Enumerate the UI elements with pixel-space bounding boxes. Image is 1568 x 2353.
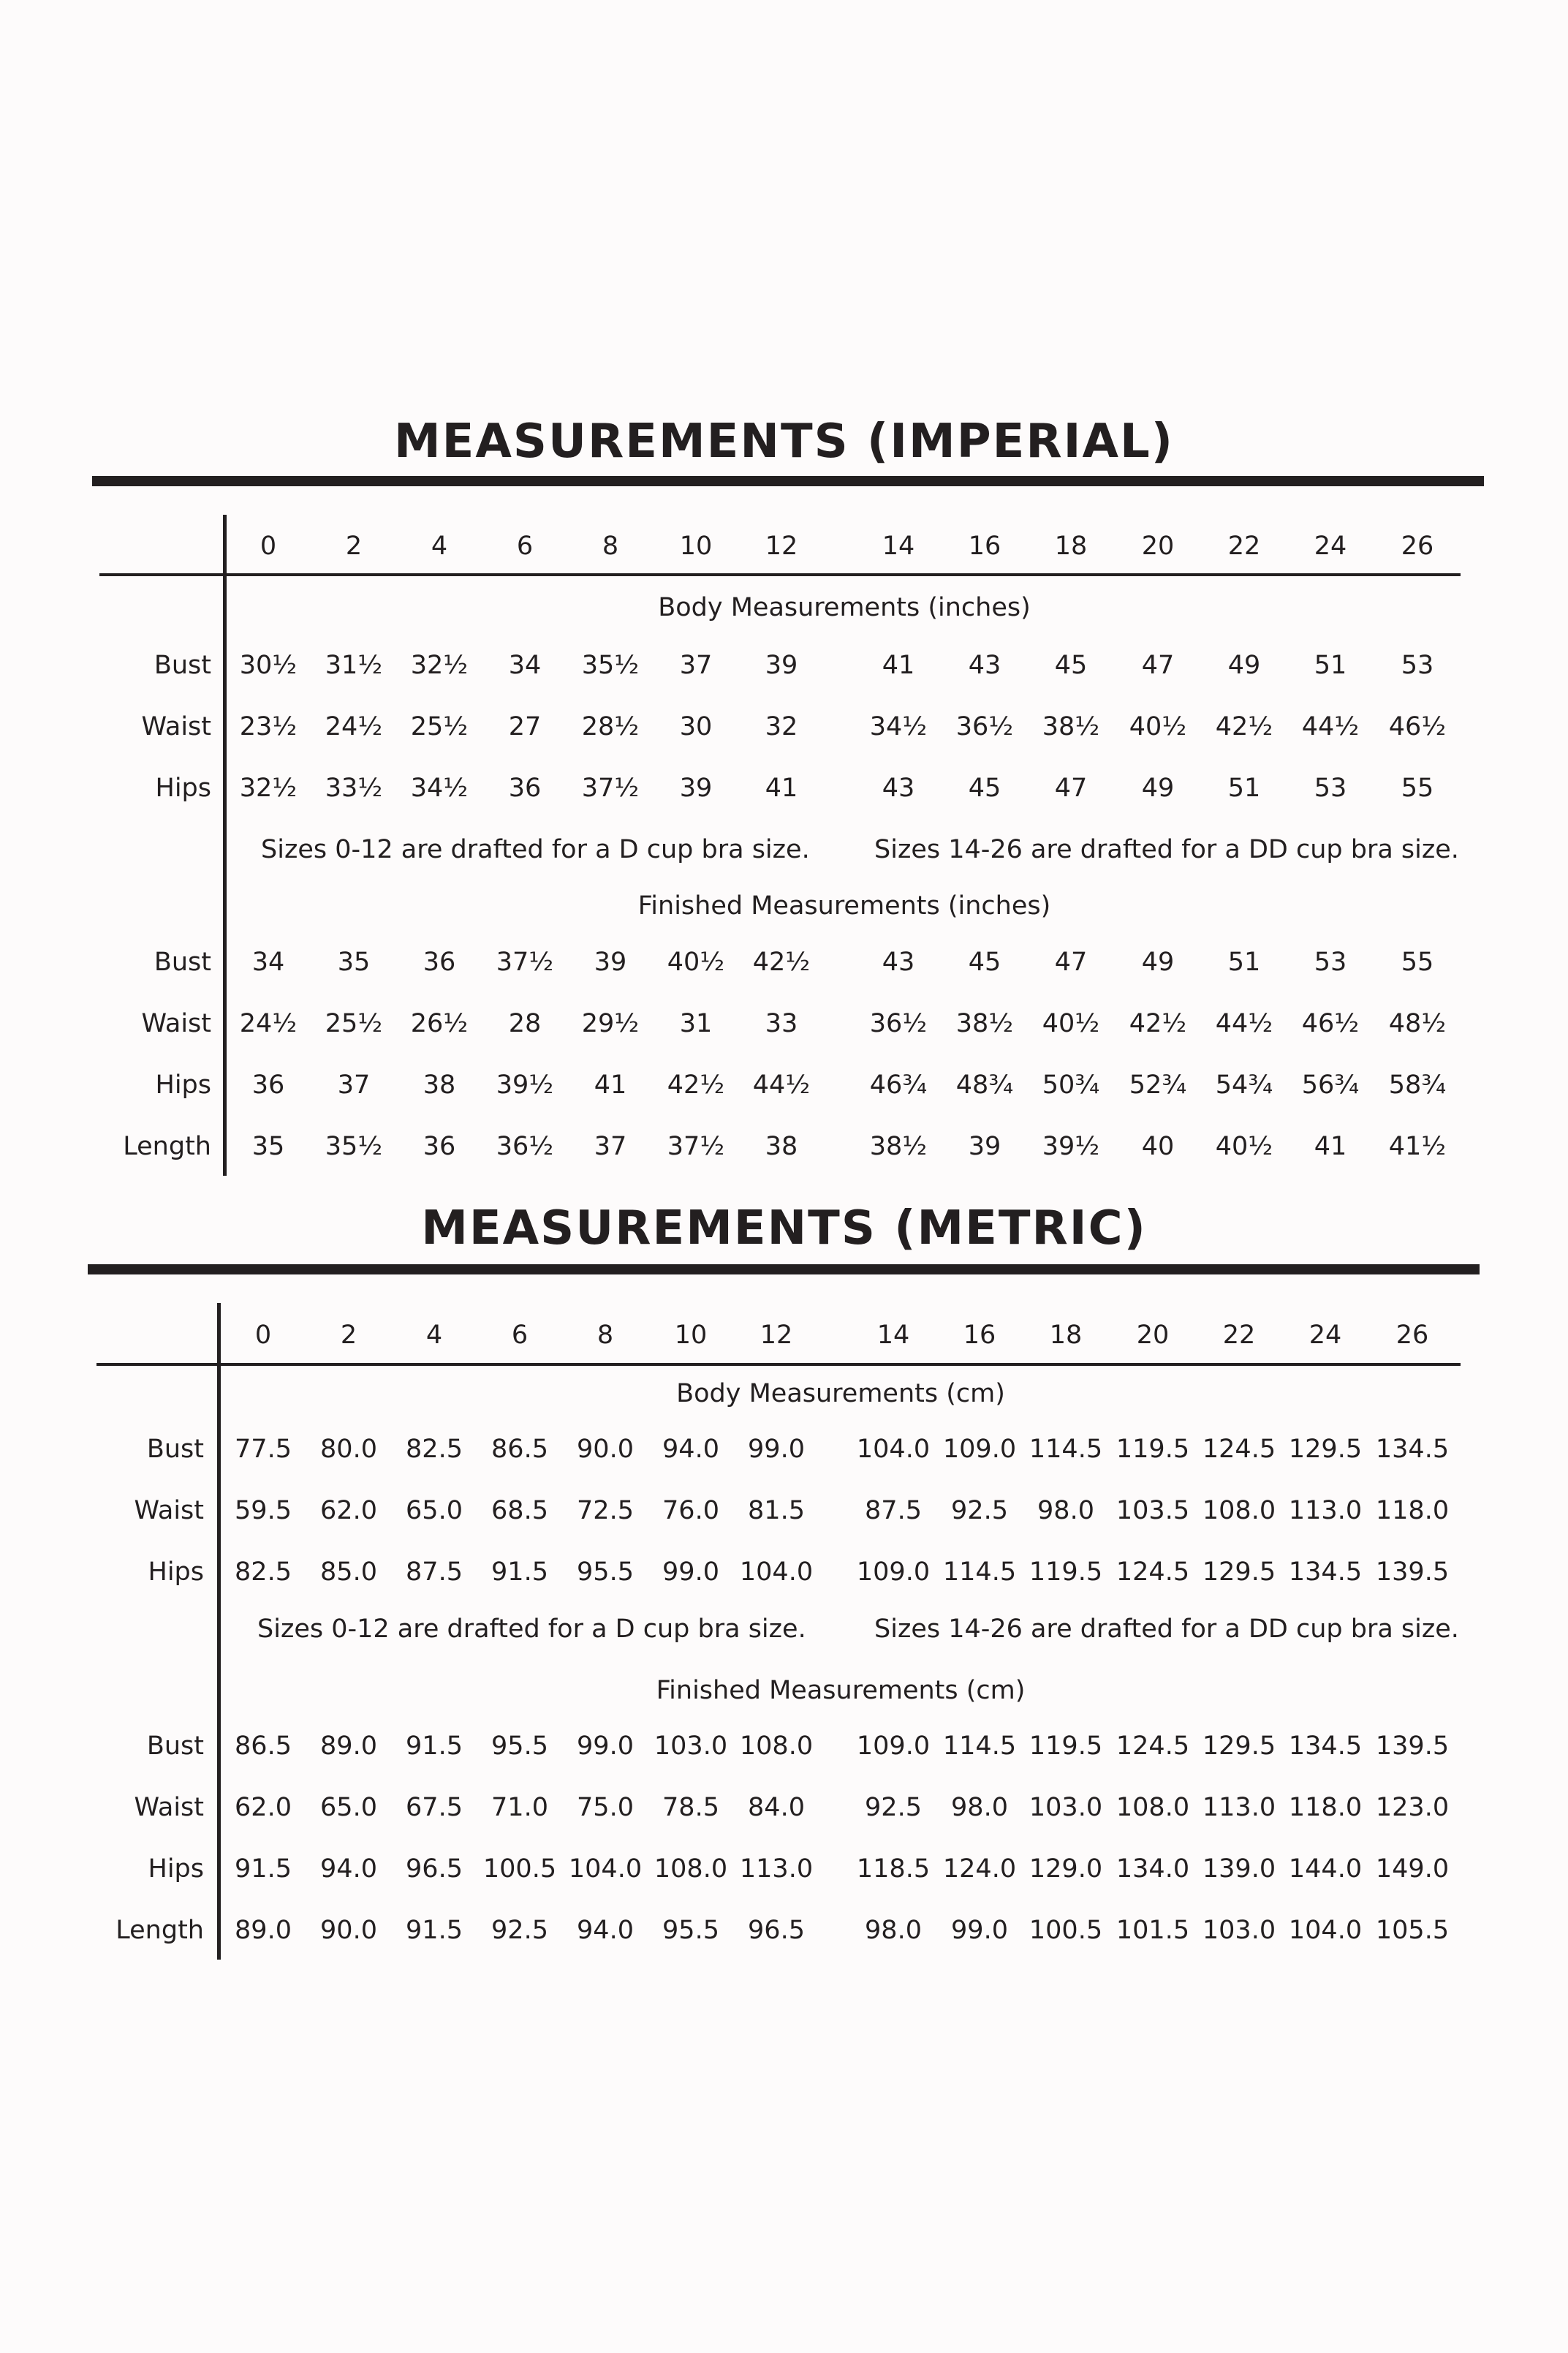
table-cell: 32½	[410, 651, 469, 680]
table-cell: 124.0	[942, 1854, 1017, 1884]
table-cell: 40	[1141, 1132, 1175, 1161]
size-header: 0	[254, 1321, 272, 1350]
table-cell: 119.5	[1029, 1557, 1103, 1587]
table-cell: 51	[1314, 651, 1347, 680]
table-cell: 53	[1401, 651, 1434, 680]
table-cell: 39½	[1042, 1132, 1100, 1161]
table-cell: 98.0	[1037, 1496, 1094, 1525]
table-cell: 30	[679, 712, 713, 741]
table-cell: 47	[1054, 774, 1088, 803]
table-cell: 44½	[1215, 1009, 1273, 1038]
table-cell: 105.5	[1375, 1916, 1450, 1945]
table-cell: 38½	[869, 1132, 928, 1161]
imperial-note-right: Sizes 14-26 are drafted for a DD cup bra size.	[874, 835, 1459, 864]
table-cell: 49	[1141, 948, 1175, 977]
table-cell: 39	[765, 651, 798, 680]
table-cell: 36	[508, 774, 542, 803]
table-cell: 119.5	[1116, 1435, 1190, 1464]
table-cell: 35	[251, 1132, 285, 1161]
table-cell: 84.0	[748, 1793, 805, 1822]
size-header: 22	[1227, 532, 1261, 561]
row-label: Length	[123, 1132, 211, 1161]
table-cell: 34	[508, 651, 542, 680]
table-cell: 37	[679, 651, 713, 680]
table-cell: 104.0	[568, 1854, 643, 1884]
metric-note-left: Sizes 0-12 are drafted for a D cup bra size.	[257, 1614, 806, 1644]
size-header: 2	[340, 1321, 357, 1350]
table-cell: 38½	[1042, 712, 1100, 741]
table-cell: 98.0	[865, 1916, 922, 1945]
table-cell: 42½	[752, 948, 811, 977]
table-cell: 91.5	[235, 1854, 292, 1884]
row-label: Hips	[148, 1557, 204, 1587]
table-cell: 75.0	[577, 1793, 634, 1822]
table-cell: 43	[882, 948, 915, 977]
size-header: 18	[1054, 532, 1088, 561]
table-cell: 33½	[325, 774, 383, 803]
table-cell: 89.0	[235, 1916, 292, 1945]
table-cell: 46½	[1301, 1009, 1360, 1038]
row-label: Waist	[141, 1009, 211, 1038]
table-cell: 48¾	[955, 1070, 1014, 1100]
table-cell: 41	[765, 774, 798, 803]
table-cell: 103.5	[1116, 1496, 1190, 1525]
size-header: 0	[260, 532, 277, 561]
table-cell: 104.0	[739, 1557, 814, 1587]
table-cell: 91.5	[406, 1731, 463, 1761]
table-cell: 86.5	[491, 1435, 548, 1464]
table-cell: 29½	[581, 1009, 640, 1038]
row-label: Bust	[154, 651, 211, 680]
table-cell: 44½	[1301, 712, 1360, 741]
table-cell: 36½	[869, 1009, 928, 1038]
table-cell: 34	[251, 948, 285, 977]
table-cell: 45	[1054, 651, 1088, 680]
table-cell: 40½	[1042, 1009, 1100, 1038]
table-cell: 139.0	[1202, 1854, 1276, 1884]
table-cell: 99.0	[577, 1731, 634, 1761]
metric-title: MEASUREMENTS (METRIC)	[421, 1201, 1147, 1255]
table-cell: 100.5	[1029, 1916, 1103, 1945]
table-cell: 43	[882, 774, 915, 803]
table-cell: 23½	[239, 712, 298, 741]
table-cell: 89.0	[320, 1731, 377, 1761]
table-cell: 34½	[410, 774, 469, 803]
table-cell: 51	[1227, 774, 1261, 803]
table-cell: 82.5	[406, 1435, 463, 1464]
table-cell: 95.5	[662, 1916, 719, 1945]
table-cell: 104.0	[1288, 1916, 1363, 1945]
table-cell: 37	[337, 1070, 371, 1100]
table-cell: 118.0	[1288, 1793, 1363, 1822]
table-cell: 32½	[239, 774, 298, 803]
table-cell: 45	[968, 948, 1001, 977]
table-cell: 36½	[496, 1132, 554, 1161]
table-cell: 37	[594, 1132, 627, 1161]
table-cell: 134.0	[1116, 1854, 1190, 1884]
table-cell: 48½	[1388, 1009, 1447, 1038]
table-cell: 91.5	[491, 1557, 548, 1587]
table-cell: 33	[765, 1009, 798, 1038]
row-label: Bust	[146, 1731, 204, 1761]
table-cell: 95.5	[577, 1557, 634, 1587]
table-cell: 108.0	[1202, 1496, 1276, 1525]
table-cell: 32	[765, 712, 798, 741]
metric-note-right: Sizes 14-26 are drafted for a DD cup bra size.	[874, 1614, 1459, 1644]
table-cell: 100.5	[482, 1854, 557, 1884]
table-cell: 144.0	[1288, 1854, 1363, 1884]
table-cell: 103.0	[654, 1731, 728, 1761]
table-cell: 37½	[667, 1132, 725, 1161]
table-cell: 72.5	[577, 1496, 634, 1525]
table-cell: 119.5	[1029, 1731, 1103, 1761]
table-cell: 124.5	[1202, 1435, 1276, 1464]
table-cell: 134.5	[1375, 1435, 1450, 1464]
metric-vertical-rule	[217, 1303, 221, 1960]
table-cell: 124.5	[1116, 1731, 1190, 1761]
table-cell: 51	[1227, 948, 1261, 977]
table-cell: 94.0	[320, 1854, 377, 1884]
table-cell: 113.0	[1202, 1793, 1276, 1822]
table-cell: 54¾	[1215, 1070, 1273, 1100]
table-cell: 86.5	[235, 1731, 292, 1761]
imperial-header-rule	[99, 573, 1461, 576]
table-cell: 90.0	[320, 1916, 377, 1945]
table-cell: 31	[679, 1009, 713, 1038]
table-cell: 25½	[410, 712, 469, 741]
table-cell: 39	[594, 948, 627, 977]
table-cell: 92.5	[951, 1496, 1008, 1525]
size-header: 10	[674, 1321, 708, 1350]
table-cell: 38	[765, 1132, 798, 1161]
table-cell: 134.5	[1288, 1731, 1363, 1761]
table-cell: 82.5	[235, 1557, 292, 1587]
table-cell: 42½	[667, 1070, 725, 1100]
metric-body-heading: Body Measurements (cm)	[676, 1379, 1005, 1408]
table-cell: 118.0	[1375, 1496, 1450, 1525]
table-cell: 80.0	[320, 1435, 377, 1464]
table-cell: 96.5	[406, 1854, 463, 1884]
table-cell: 124.5	[1116, 1557, 1190, 1587]
table-cell: 99.0	[662, 1557, 719, 1587]
size-header: 24	[1314, 532, 1347, 561]
row-label: Length	[115, 1916, 204, 1945]
table-cell: 108.0	[1116, 1793, 1190, 1822]
size-header: 14	[882, 532, 915, 561]
table-cell: 35½	[325, 1132, 383, 1161]
table-cell: 34½	[869, 712, 928, 741]
table-cell: 98.0	[951, 1793, 1008, 1822]
size-header: 26	[1401, 532, 1434, 561]
table-cell: 39½	[496, 1070, 554, 1100]
size-header: 6	[516, 532, 534, 561]
table-cell: 129.5	[1202, 1557, 1276, 1587]
size-header: 6	[511, 1321, 529, 1350]
row-label: Hips	[148, 1854, 204, 1884]
table-cell: 41	[594, 1070, 627, 1100]
metric-header-rule	[96, 1363, 1461, 1366]
table-cell: 103.0	[1029, 1793, 1103, 1822]
row-label: Hips	[155, 1070, 211, 1100]
size-header: 12	[765, 532, 798, 561]
table-cell: 28	[508, 1009, 542, 1038]
table-cell: 109.0	[856, 1731, 931, 1761]
table-cell: 91.5	[406, 1916, 463, 1945]
table-cell: 41	[882, 651, 915, 680]
size-header: 16	[968, 532, 1001, 561]
table-cell: 27	[508, 712, 542, 741]
table-cell: 68.5	[491, 1496, 548, 1525]
size-header: 4	[431, 532, 448, 561]
table-cell: 104.0	[856, 1435, 931, 1464]
imperial-note-left: Sizes 0-12 are drafted for a D cup bra size.	[261, 835, 810, 864]
table-cell: 35½	[581, 651, 640, 680]
table-cell: 114.5	[942, 1557, 1017, 1587]
table-cell: 90.0	[577, 1435, 634, 1464]
table-cell: 47	[1054, 948, 1088, 977]
size-header: 24	[1308, 1321, 1342, 1350]
table-cell: 62.0	[320, 1496, 377, 1525]
table-cell: 36	[423, 1132, 456, 1161]
size-header: 14	[876, 1321, 910, 1350]
table-cell: 129.5	[1202, 1731, 1276, 1761]
size-header: 18	[1049, 1321, 1083, 1350]
table-cell: 49	[1141, 774, 1175, 803]
table-cell: 28½	[581, 712, 640, 741]
table-cell: 59.5	[235, 1496, 292, 1525]
table-cell: 40½	[667, 948, 725, 977]
table-cell: 139.5	[1375, 1557, 1450, 1587]
table-cell: 71.0	[491, 1793, 548, 1822]
size-header: 16	[963, 1321, 996, 1350]
table-cell: 41½	[1388, 1132, 1447, 1161]
table-cell: 78.5	[662, 1793, 719, 1822]
table-cell: 39	[968, 1132, 1001, 1161]
table-cell: 129.0	[1029, 1854, 1103, 1884]
table-cell: 37½	[581, 774, 640, 803]
table-cell: 56¾	[1301, 1070, 1360, 1100]
table-cell: 37½	[496, 948, 554, 977]
table-cell: 87.5	[865, 1496, 922, 1525]
table-cell: 94.0	[577, 1916, 634, 1945]
row-label: Bust	[154, 948, 211, 977]
table-cell: 92.5	[491, 1916, 548, 1945]
table-cell: 24½	[239, 1009, 298, 1038]
table-cell: 41	[1314, 1132, 1347, 1161]
row-label: Bust	[146, 1435, 204, 1464]
table-cell: 85.0	[320, 1557, 377, 1587]
table-cell: 113.0	[1288, 1496, 1363, 1525]
table-cell: 62.0	[235, 1793, 292, 1822]
table-cell: 134.5	[1288, 1557, 1363, 1587]
size-header: 2	[345, 532, 363, 561]
table-cell: 50¾	[1042, 1070, 1100, 1100]
imperial-vertical-rule	[223, 515, 227, 1176]
table-cell: 55	[1401, 948, 1434, 977]
row-label: Waist	[134, 1496, 204, 1525]
table-cell: 101.5	[1116, 1916, 1190, 1945]
size-header: 4	[425, 1321, 443, 1350]
table-cell: 49	[1227, 651, 1261, 680]
table-cell: 36½	[955, 712, 1014, 741]
table-cell: 76.0	[662, 1496, 719, 1525]
size-header: 26	[1395, 1321, 1429, 1350]
table-cell: 96.5	[748, 1916, 805, 1945]
table-cell: 139.5	[1375, 1731, 1450, 1761]
size-header: 20	[1141, 532, 1175, 561]
table-cell: 42½	[1215, 712, 1273, 741]
table-cell: 58¾	[1388, 1070, 1447, 1100]
table-cell: 114.5	[1029, 1435, 1103, 1464]
table-cell: 47	[1141, 651, 1175, 680]
table-cell: 46¾	[869, 1070, 928, 1100]
table-cell: 94.0	[662, 1435, 719, 1464]
table-cell: 92.5	[865, 1793, 922, 1822]
table-cell: 39	[679, 774, 713, 803]
imperial-finished-heading: Finished Measurements (inches)	[637, 891, 1051, 921]
size-header: 12	[760, 1321, 793, 1350]
table-cell: 95.5	[491, 1731, 548, 1761]
table-cell: 81.5	[748, 1496, 805, 1525]
table-cell: 38	[423, 1070, 456, 1100]
size-header: 8	[602, 532, 619, 561]
size-header: 20	[1136, 1321, 1170, 1350]
table-cell: 149.0	[1375, 1854, 1450, 1884]
table-cell: 99.0	[748, 1435, 805, 1464]
table-cell: 36	[251, 1070, 285, 1100]
table-cell: 99.0	[951, 1916, 1008, 1945]
table-cell: 30½	[239, 651, 298, 680]
row-label: Waist	[141, 712, 211, 741]
table-cell: 65.0	[406, 1496, 463, 1525]
table-cell: 52¾	[1129, 1070, 1187, 1100]
table-cell: 31½	[325, 651, 383, 680]
table-cell: 67.5	[406, 1793, 463, 1822]
imperial-title-bar	[92, 476, 1484, 486]
size-header: 8	[596, 1321, 614, 1350]
table-cell: 40½	[1215, 1132, 1273, 1161]
table-cell: 25½	[325, 1009, 383, 1038]
table-cell: 129.5	[1288, 1435, 1363, 1464]
table-cell: 35	[337, 948, 371, 977]
table-cell: 108.0	[654, 1854, 728, 1884]
table-cell: 118.5	[856, 1854, 931, 1884]
table-cell: 109.0	[856, 1557, 931, 1587]
table-cell: 55	[1401, 774, 1434, 803]
table-cell: 44½	[752, 1070, 811, 1100]
table-cell: 46½	[1388, 712, 1447, 741]
row-label: Hips	[155, 774, 211, 803]
table-cell: 53	[1314, 774, 1347, 803]
metric-finished-heading: Finished Measurements (cm)	[656, 1676, 1026, 1705]
table-cell: 26½	[410, 1009, 469, 1038]
table-cell: 65.0	[320, 1793, 377, 1822]
table-cell: 113.0	[739, 1854, 814, 1884]
table-cell: 53	[1314, 948, 1347, 977]
table-cell: 77.5	[235, 1435, 292, 1464]
table-cell: 114.5	[942, 1731, 1017, 1761]
size-header: 22	[1222, 1321, 1256, 1350]
table-cell: 38½	[955, 1009, 1014, 1038]
table-cell: 103.0	[1202, 1916, 1276, 1945]
table-cell: 109.0	[942, 1435, 1017, 1464]
row-label: Waist	[134, 1793, 204, 1822]
table-cell: 36	[423, 948, 456, 977]
table-cell: 40½	[1129, 712, 1187, 741]
table-cell: 123.0	[1375, 1793, 1450, 1822]
table-cell: 43	[968, 651, 1001, 680]
table-cell: 45	[968, 774, 1001, 803]
table-cell: 108.0	[739, 1731, 814, 1761]
table-cell: 87.5	[406, 1557, 463, 1587]
metric-title-bar	[88, 1264, 1480, 1274]
size-header: 10	[679, 532, 713, 561]
imperial-title: MEASUREMENTS (IMPERIAL)	[393, 415, 1175, 469]
table-cell: 42½	[1129, 1009, 1187, 1038]
imperial-body-heading: Body Measurements (inches)	[658, 593, 1031, 622]
table-cell: 24½	[325, 712, 383, 741]
